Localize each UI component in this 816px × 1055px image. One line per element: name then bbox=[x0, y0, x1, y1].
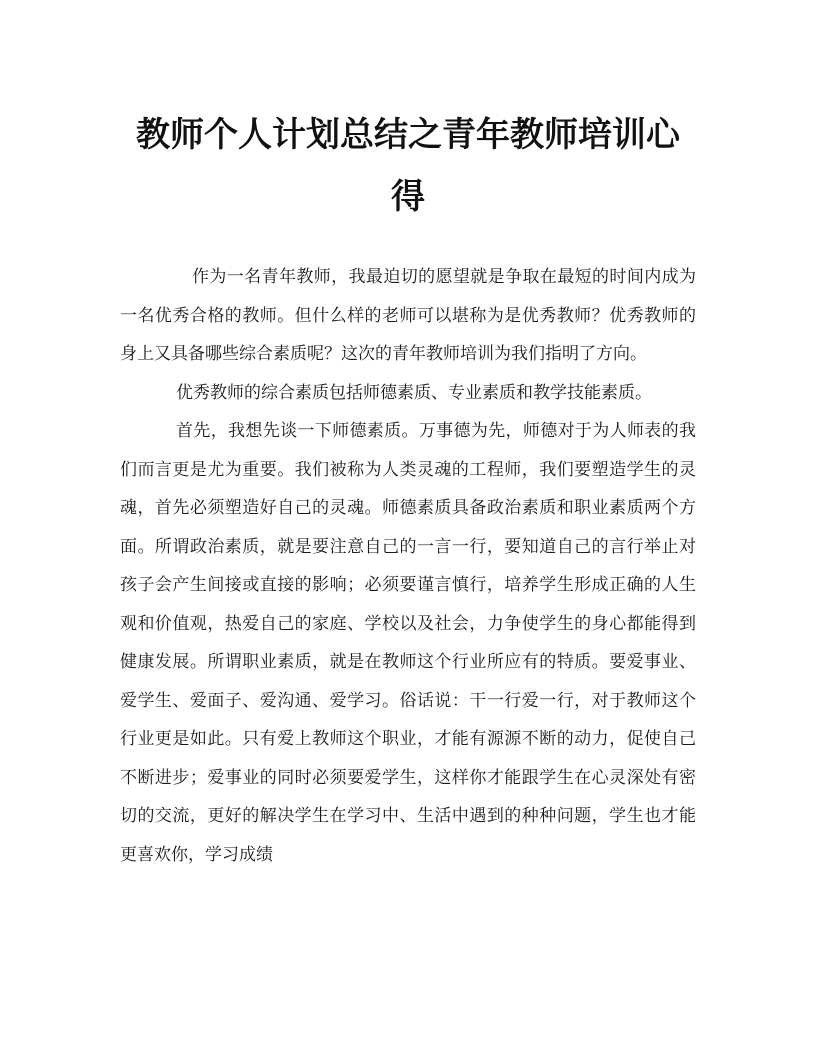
document-body bbox=[120, 258, 696, 874]
paragraph-2: 优秀教师的综合素质包括师德素质、专业素质和教学技能素质。 bbox=[176, 382, 652, 403]
paragraph-1: 作为一名青年教师，我最迫切的愿望就是争取在最短的时间内成为一名优秀合格的教师。但什么样的老师可以堪称为是优秀教师？优秀教师的身上又具备哪些综合素质呢？这次的青年教师培训为我们指明了方向。 bbox=[120, 267, 696, 364]
document-title: 教师个人计划总结之青年教师培训心得 bbox=[136, 115, 680, 217]
paragraph-3: 首先，我想先谈一下师德素质。万事德为先，师德对于为人师表的我们而言更是尤为重要。我们被称为人类灵魂的工程师，我们要塑造学生的灵魂，首先必须塑造好自己的灵魂。师德素质具备政治素质和职业素质两个方面。所谓政治素质，就是要注意自己的一言一行，要知道自己的言行举止对孩子会产生间接或直接的影响；必须要谨言慎行，培养学生形成正确的人生观和价值观，热爱自己的家庭、学校以及社会，力争使学生的身心都能得到健康发展。所谓职业素质，就是在教师这个行业所应有的特质。要爱事业、爱学生、爱面子、爱沟通、爱学习。俗话说：干一行爱一行，对于教师这个行业更是如此。只有爱上教师这个职业，才能有源源不断的动力，促使自己不断进步；爱事业的同时必须要爱学生，这样你才能跟学生在心灵深处有密切的交流，更好的解决学生在学习中、生活中遇到的种种问题，学生也才能更喜欢你，学习成绩 bbox=[120, 421, 696, 865]
